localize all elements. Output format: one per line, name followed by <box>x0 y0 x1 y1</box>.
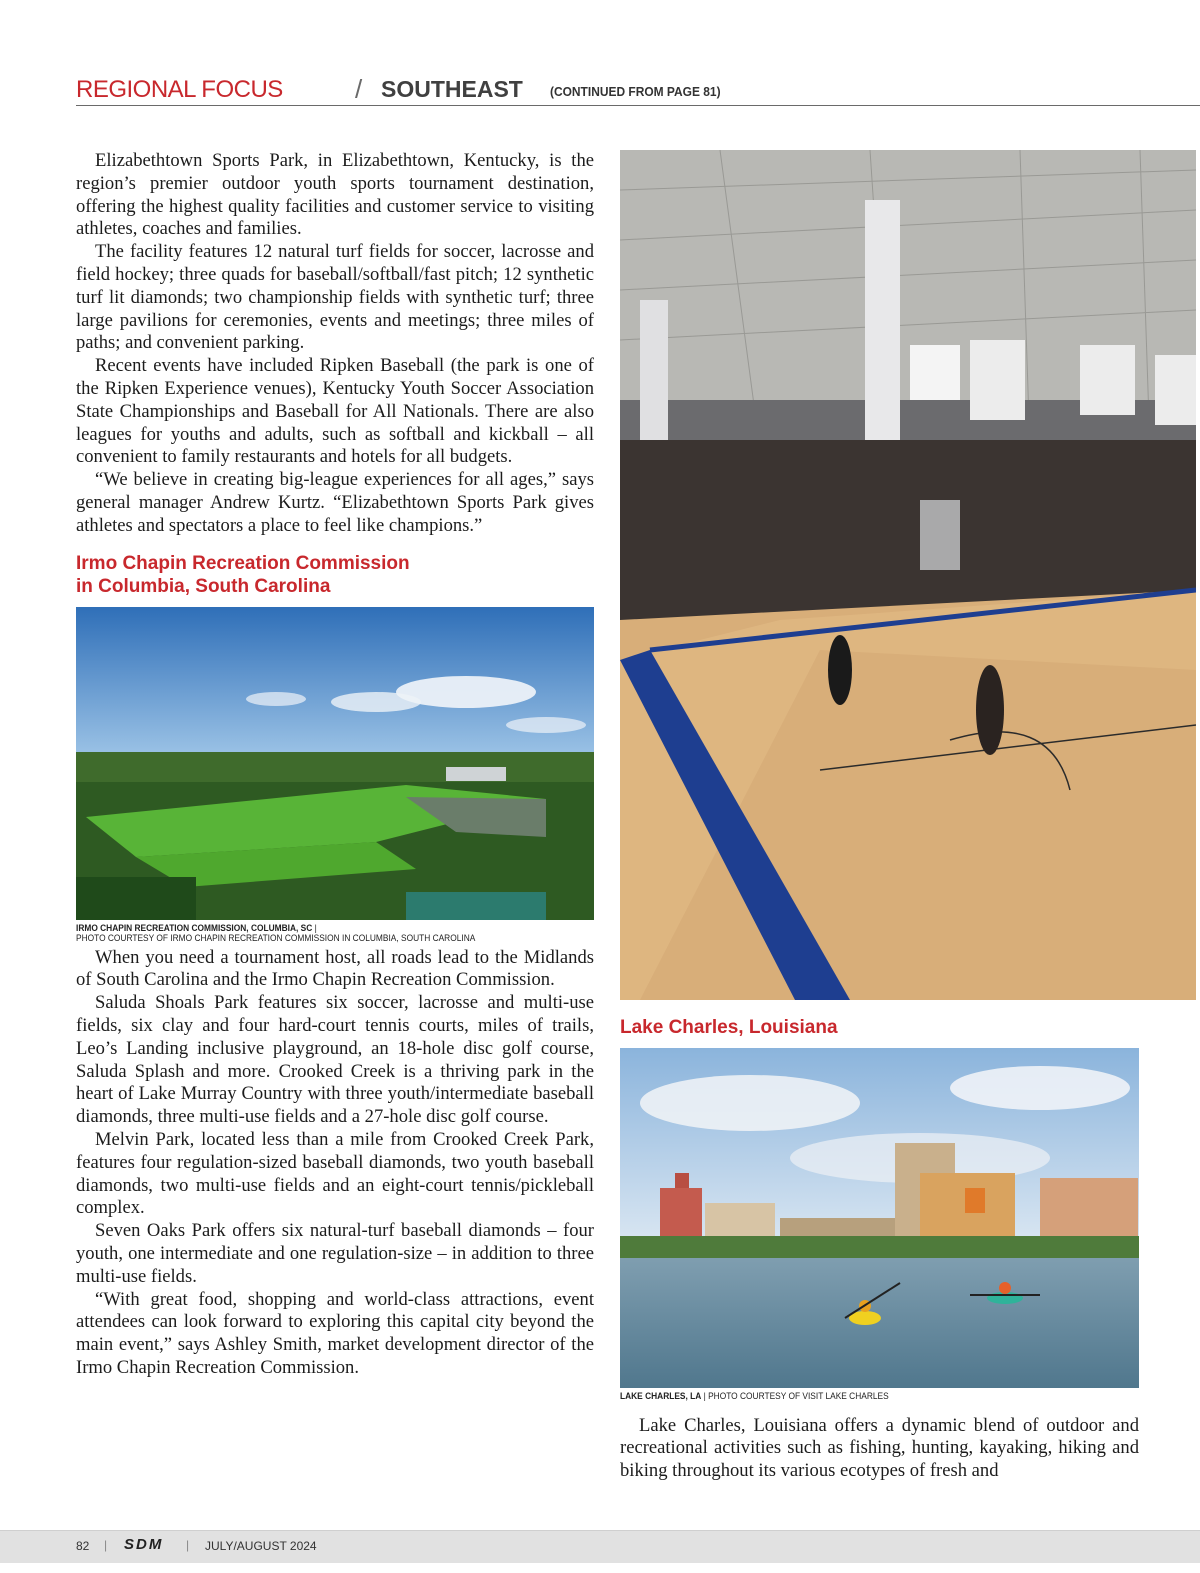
article-intro <box>76 150 594 538</box>
irmo-article <box>76 947 594 1380</box>
caption-separator: | <box>701 1391 709 1402</box>
paragraph: Lake Charles, Louisiana offers a dynamic blend of outdoor and recreational activities such as fishing, hunting, kayaking, hiking and biking throughout its various ecotypes of fresh and <box>620 1414 1139 1482</box>
left-column <box>76 150 594 1380</box>
lake-charles-article <box>620 1415 1139 1483</box>
paragraph: “We believe in creating big-league experiences for all ages,” says general manager Andrew Kurtz. “Elizabethtown Sports Park gives athletes and spectators a place to feel like champions.” <box>76 469 594 536</box>
issue-date: JULY/AUGUST 2024 <box>205 1539 317 1553</box>
header-rule <box>76 105 1200 106</box>
basketball-arena-photo <box>620 150 1196 1000</box>
irmo-subhead-line1: Irmo Chapin Recreation Commission <box>76 552 410 574</box>
paragraph: Elizabethtown Sports Park, in Elizabethtown, Kentucky, is the region’s premier outdoor youth sports tournament destination, offering the highest quality facilities and customer service to visiting athletes, coaches and families. <box>76 150 594 240</box>
magazine-logo: SDM <box>124 1536 164 1553</box>
page-header <box>76 74 1200 106</box>
paragraph: Seven Oaks Park offers six natural-turf baseball diamonds – four youth, one intermediate and one regulation-size – in addition to three multi-use fields. <box>76 1220 594 1287</box>
paragraph: “With great food, shopping and world-class attractions, event attendees can look forward to exploring this capital city beyond the main event,” says Ashley Smith, market development director of the Irmo Chapin Recreation Commission. <box>76 1288 594 1378</box>
irmo-aerial-photo <box>76 607 594 920</box>
header-divider: / <box>355 74 363 104</box>
paragraph: Recent events have included Ripken Baseball (the park is one of the Ripken Experience venues), Kentucky Youth Soccer Association State Championships and Baseball for All Nationals. There are also leagues for youths and adults, such as softball and kickball – all convenient to family restaurants and hotels for all budgets. <box>76 355 594 468</box>
caption-credit: PHOTO COURTESY OF VISIT LAKE CHARLES <box>708 1391 889 1402</box>
irmo-photo-caption <box>76 924 594 945</box>
irmo-subhead <box>76 552 594 598</box>
caption-separator: | <box>312 922 317 934</box>
paragraph: Saluda Shoals Park features six soccer, lacrosse and multi-use fields, six clay and four hard-court tennis courts, miles of trails, Leo’s Landing inclusive playground, an 18-hole disc golf course, Saluda Splash and more. Crooked Creek is a thriving park in the heart of Lake Murray Country with three youth/intermediate baseball diamonds, three multi-use fields and a 27-hole disc golf course. <box>76 992 594 1128</box>
caption-location: IRMO CHAPIN RECREATION COMMISSION, COLUMBIA, SC <box>76 922 313 934</box>
page-number: 82 <box>76 1539 90 1553</box>
footer-separator: | <box>104 1538 108 1552</box>
caption-location: LAKE CHARLES, LA <box>620 1391 702 1402</box>
right-column <box>620 150 1139 1483</box>
paragraph: The facility features 12 natural turf fields for soccer, lacrosse and field hockey; three quads for baseball/softball/fast pitch; 12 synthetic turf lit diamonds; two championship fields with synthetic turf; three large pavilions for ceremonies, events and meetings; three miles of paths; and convenient parking. <box>76 241 594 354</box>
paragraph: Melvin Park, located less than a mile from Crooked Creek Park, features four regulation-sized baseball diamonds, two youth baseball diamonds, two multi-use fields and an eight-court tennis/pickleball complex. <box>76 1128 594 1219</box>
irmo-subhead-line2: in Columbia, South Carolina <box>76 575 331 597</box>
region-label: SOUTHEAST <box>381 76 523 102</box>
page-footer <box>0 1530 1200 1563</box>
section-label: REGIONAL FOCUS <box>76 76 283 103</box>
lake-charles-photo <box>620 1048 1139 1388</box>
continued-note: (CONTINUED FROM PAGE 81) <box>550 84 721 99</box>
paragraph: When you need a tournament host, all roads lead to the Midlands of South Carolina and the Irmo Chapin Recreation Commission. <box>76 946 594 991</box>
footer-separator: | <box>186 1538 190 1552</box>
caption-credit: PHOTO COURTESY OF IRMO CHAPIN RECREATION COMMISSION IN COLUMBIA, SOUTH CAROLINA <box>76 933 476 945</box>
lake-charles-subhead: Lake Charles, Louisiana <box>620 1017 838 1038</box>
lake-charles-caption <box>620 1392 1139 1403</box>
